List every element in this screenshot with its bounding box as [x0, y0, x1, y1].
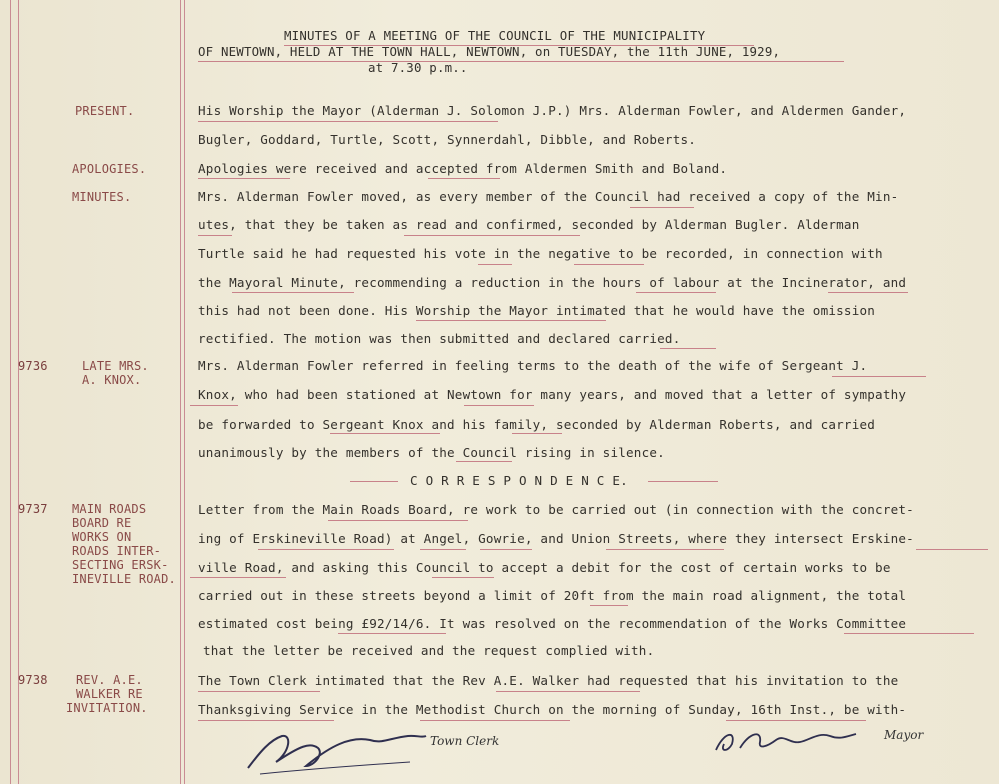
underline-mark — [404, 235, 580, 236]
underline-mark — [828, 292, 908, 293]
underline-mark — [844, 633, 974, 634]
body-line-12: be forwarded to Sergeant Knox and his family, seconded by Alderman Roberts, and carried — [198, 417, 876, 432]
minute-number-9738: 9738 — [18, 673, 48, 687]
margin-mr-4: ROADS INTER- — [72, 544, 162, 558]
body-line-8: this had not been done. His Worship the Mayor intimated that he would have the omission — [198, 303, 876, 318]
body-line-6: Turtle said he had requested his vote in the negative to be recorded, in connection with — [198, 246, 883, 261]
underline-mark — [198, 235, 232, 236]
underline-mark — [198, 691, 320, 692]
underline-mark — [232, 292, 354, 293]
underline-mark — [420, 549, 466, 550]
margin-mr-3: WORKS ON — [72, 530, 132, 544]
body-line-10: Mrs. Alderman Fowler referred in feeling terms to the death of the wife of Sergeant J. — [198, 358, 868, 373]
body-line-3: Apologies were received and accepted from Aldermen Smith and Boland. — [198, 161, 728, 176]
correspondence-rule-right — [648, 481, 718, 482]
underline-mark — [456, 461, 512, 462]
margin-rev-2: WALKER RE — [76, 687, 143, 701]
margin-rev-1: REV. A.E. — [76, 673, 143, 687]
body-line-1: His Worship the Mayor (Alderman J. Solomon J.P.) Mrs. Alderman Fowler, and Aldermen Gander, — [198, 103, 907, 118]
underline-mark — [330, 433, 440, 434]
underline-mark — [606, 549, 724, 550]
underline-mark — [478, 264, 512, 265]
heading-underline-2 — [198, 61, 844, 62]
heading-line-3: at 7.30 p.m.. — [368, 60, 468, 75]
heading-line-1: MINUTES OF A MEETING OF THE COUNCIL OF THE MUNICIPALITY — [284, 28, 706, 43]
margin-rule-main-b — [184, 0, 185, 784]
underline-mark — [420, 720, 570, 721]
underline-mark — [832, 376, 926, 377]
underline-mark — [630, 207, 694, 208]
underline-mark — [496, 691, 640, 692]
body-line-19: that the letter be received and the request complied with. — [203, 643, 655, 658]
margin-late-1: LATE MRS. — [82, 359, 149, 373]
body-line-14: Letter from the Main Roads Board, re work to be carried out (in connection with the concret- — [198, 502, 914, 517]
town-clerk-label: Town Clerk — [430, 734, 500, 748]
underline-mark — [660, 348, 716, 349]
underline-mark — [190, 577, 286, 578]
margin-mr-1: MAIN ROADS — [72, 502, 147, 516]
underline-mark — [190, 405, 238, 406]
underline-mark — [428, 178, 500, 179]
body-line-5: utes, that they be taken as read and confirmed, seconded by Alderman Bugler. Alderman — [198, 217, 860, 232]
body-line-17: carried out in these streets beyond a limit of 20ft from the main road alignment, the total — [198, 588, 907, 603]
body-line-7: the Mayoral Minute, recommending a reduction in the hours of labour at the Incinerator, and — [198, 275, 907, 290]
heading-line-2: OF NEWTOWN, HELD AT THE TOWN HALL, NEWTOWN, on TUESDAY, the 11th JUNE, 1929, — [198, 44, 781, 59]
underline-mark — [416, 320, 606, 321]
body-line-15: ing of Erskineville Road) at Angel, Gowrie, and Union Streets, where they intersect Erskine- — [198, 531, 914, 546]
underline-mark — [590, 605, 628, 606]
underline-mark — [258, 549, 394, 550]
underline-mark — [464, 405, 534, 406]
margin-minutes: MINUTES. — [72, 190, 132, 204]
underline-mark — [432, 577, 494, 578]
correspondence-heading: C O R R E S P O N D E N C E. — [410, 473, 628, 488]
margin-rev-3: INVITATION. — [66, 701, 148, 715]
underline-mark — [198, 178, 290, 179]
minute-number-9736: 9736 — [18, 359, 48, 373]
underline-mark — [338, 633, 446, 634]
underline-mark — [916, 549, 988, 550]
body-line-13: unanimously by the members of the Council rising in silence. — [198, 445, 665, 460]
body-line-2: Bugler, Goddard, Turtle, Scott, Synnerdahl, Dibble, and Roberts. — [198, 132, 697, 147]
mayor-label: Mayor — [884, 728, 924, 742]
margin-present: PRESENT. — [75, 104, 135, 118]
margin-mr-5: SECTING ERSK- — [72, 558, 169, 572]
body-line-20: The Town Clerk intimated that the Rev A.E. Walker had requested that his invitation to the — [198, 673, 899, 688]
margin-rule-left-outer — [10, 0, 11, 784]
underline-mark — [198, 720, 334, 721]
minute-number-9737: 9737 — [18, 502, 48, 516]
body-line-9: rectified. The motion was then submitted and declared carried. — [198, 331, 681, 346]
body-line-16: ville Road, and asking this Council to accept a debit for the cost of certain works to be — [198, 560, 891, 575]
underline-mark — [480, 549, 532, 550]
body-line-18: estimated cost being £92/14/6. It was resolved on the recommendation of the Works Committee — [198, 616, 907, 631]
margin-apologies: APOLOGIES. — [72, 162, 147, 176]
margin-mr-6: INEVILLE ROAD. — [72, 572, 176, 586]
correspondence-rule-left — [350, 481, 398, 482]
underline-mark — [198, 121, 498, 122]
margin-rule-main-a — [180, 0, 181, 784]
underline-mark — [636, 292, 716, 293]
underline-mark — [328, 520, 468, 521]
underline-mark — [574, 264, 644, 265]
underline-mark — [512, 433, 562, 434]
underline-mark — [726, 720, 866, 721]
margin-mr-2: BOARD RE — [72, 516, 132, 530]
body-line-4: Mrs. Alderman Fowler moved, as every member of the Council had received a copy of the Min- — [198, 189, 899, 204]
margin-late-2: A. KNOX. — [82, 373, 142, 387]
margin-rule-left-inner — [18, 0, 19, 784]
body-line-21: Thanksgiving Service in the Methodist Church on the morning of Sunday, 16th Inst., be with- — [198, 702, 907, 717]
body-line-11: Knox, who had been stationed at Newtown for many years, and moved that a letter of sympathy — [198, 387, 907, 402]
